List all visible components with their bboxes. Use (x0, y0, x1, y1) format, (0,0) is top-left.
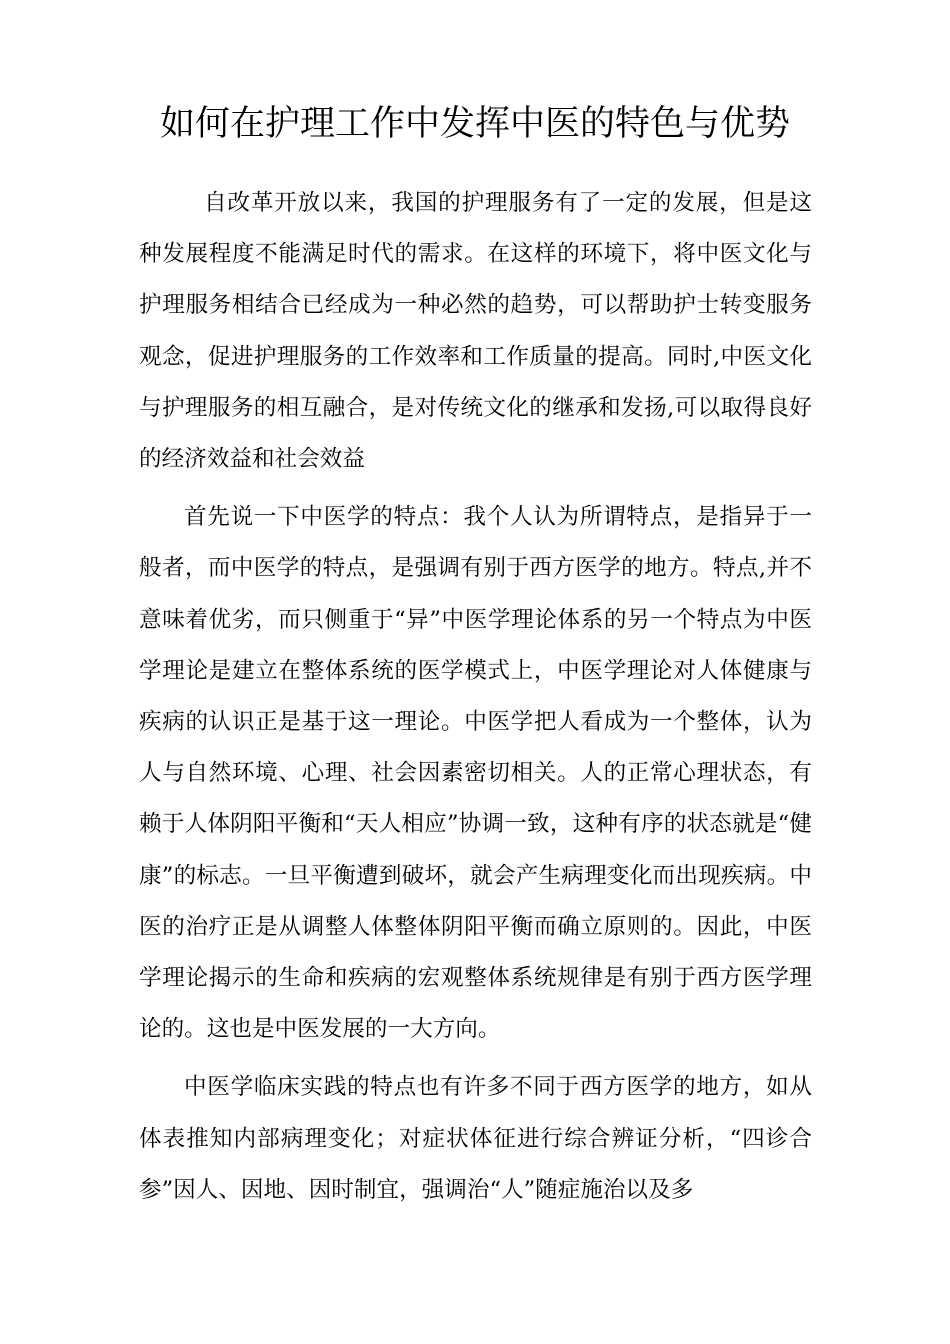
document-body (139, 178, 812, 1216)
paragraph-2: 首先说一下中医学的特点：我个人认为所谓特点，是指异于一般者，而中医学的特点，是强调有别于西方医学的地方。特点,并不意味着优劣，而只侧重于“异”中医学理论体系的另一个特点为中医学理论是建立在整体系统的医学模式上，中医学理论对人体健康与疾病的认识正是基于这一理论。中医学把人看成为一个整体，认为人与自然环境、心理、社会因素密切相关。人的正常心理状态，有赖于人体阴阳平衡和“天人相应”协调一致，这种有序的状态就是“健康”的标志。一旦平衡遭到破坏，就会产生病理变化而出现疾病。中医的治疗正是从调整人体整体阴阳平衡而确立原则的。因此，中医学理论揭示的生命和疾病的宏观整体系统规律是有别于西方医学理论的。这也是中医发展的一大方向。 (139, 504, 812, 1043)
paragraph-3: 中医学临床实践的特点也有许多不同于西方医学的地方，如从体表推知内部病理变化；对症状体征进行综合辨证分析，“四诊合参”因人、因地、因时制宜，强调治“人”随症施治以及多 (139, 1074, 812, 1203)
paragraph-1: 自改革开放以来，我国的护理服务有了一定的发展，但是这种发展程度不能满足时代的需求。在这样的环境下，将中医文化与护理服务相结合已经成为一种必然的趋势，可以帮助护士转变服务观念，促进护理服务的工作效率和工作质量的提高。同时,中医文化与护理服务的相互融合，是对传统文化的继承和发扬,可以取得良好的经济效益和社会效益 (139, 190, 812, 473)
document-title: 如何在护理工作中发挥中医的特色与优势 (159, 104, 790, 144)
